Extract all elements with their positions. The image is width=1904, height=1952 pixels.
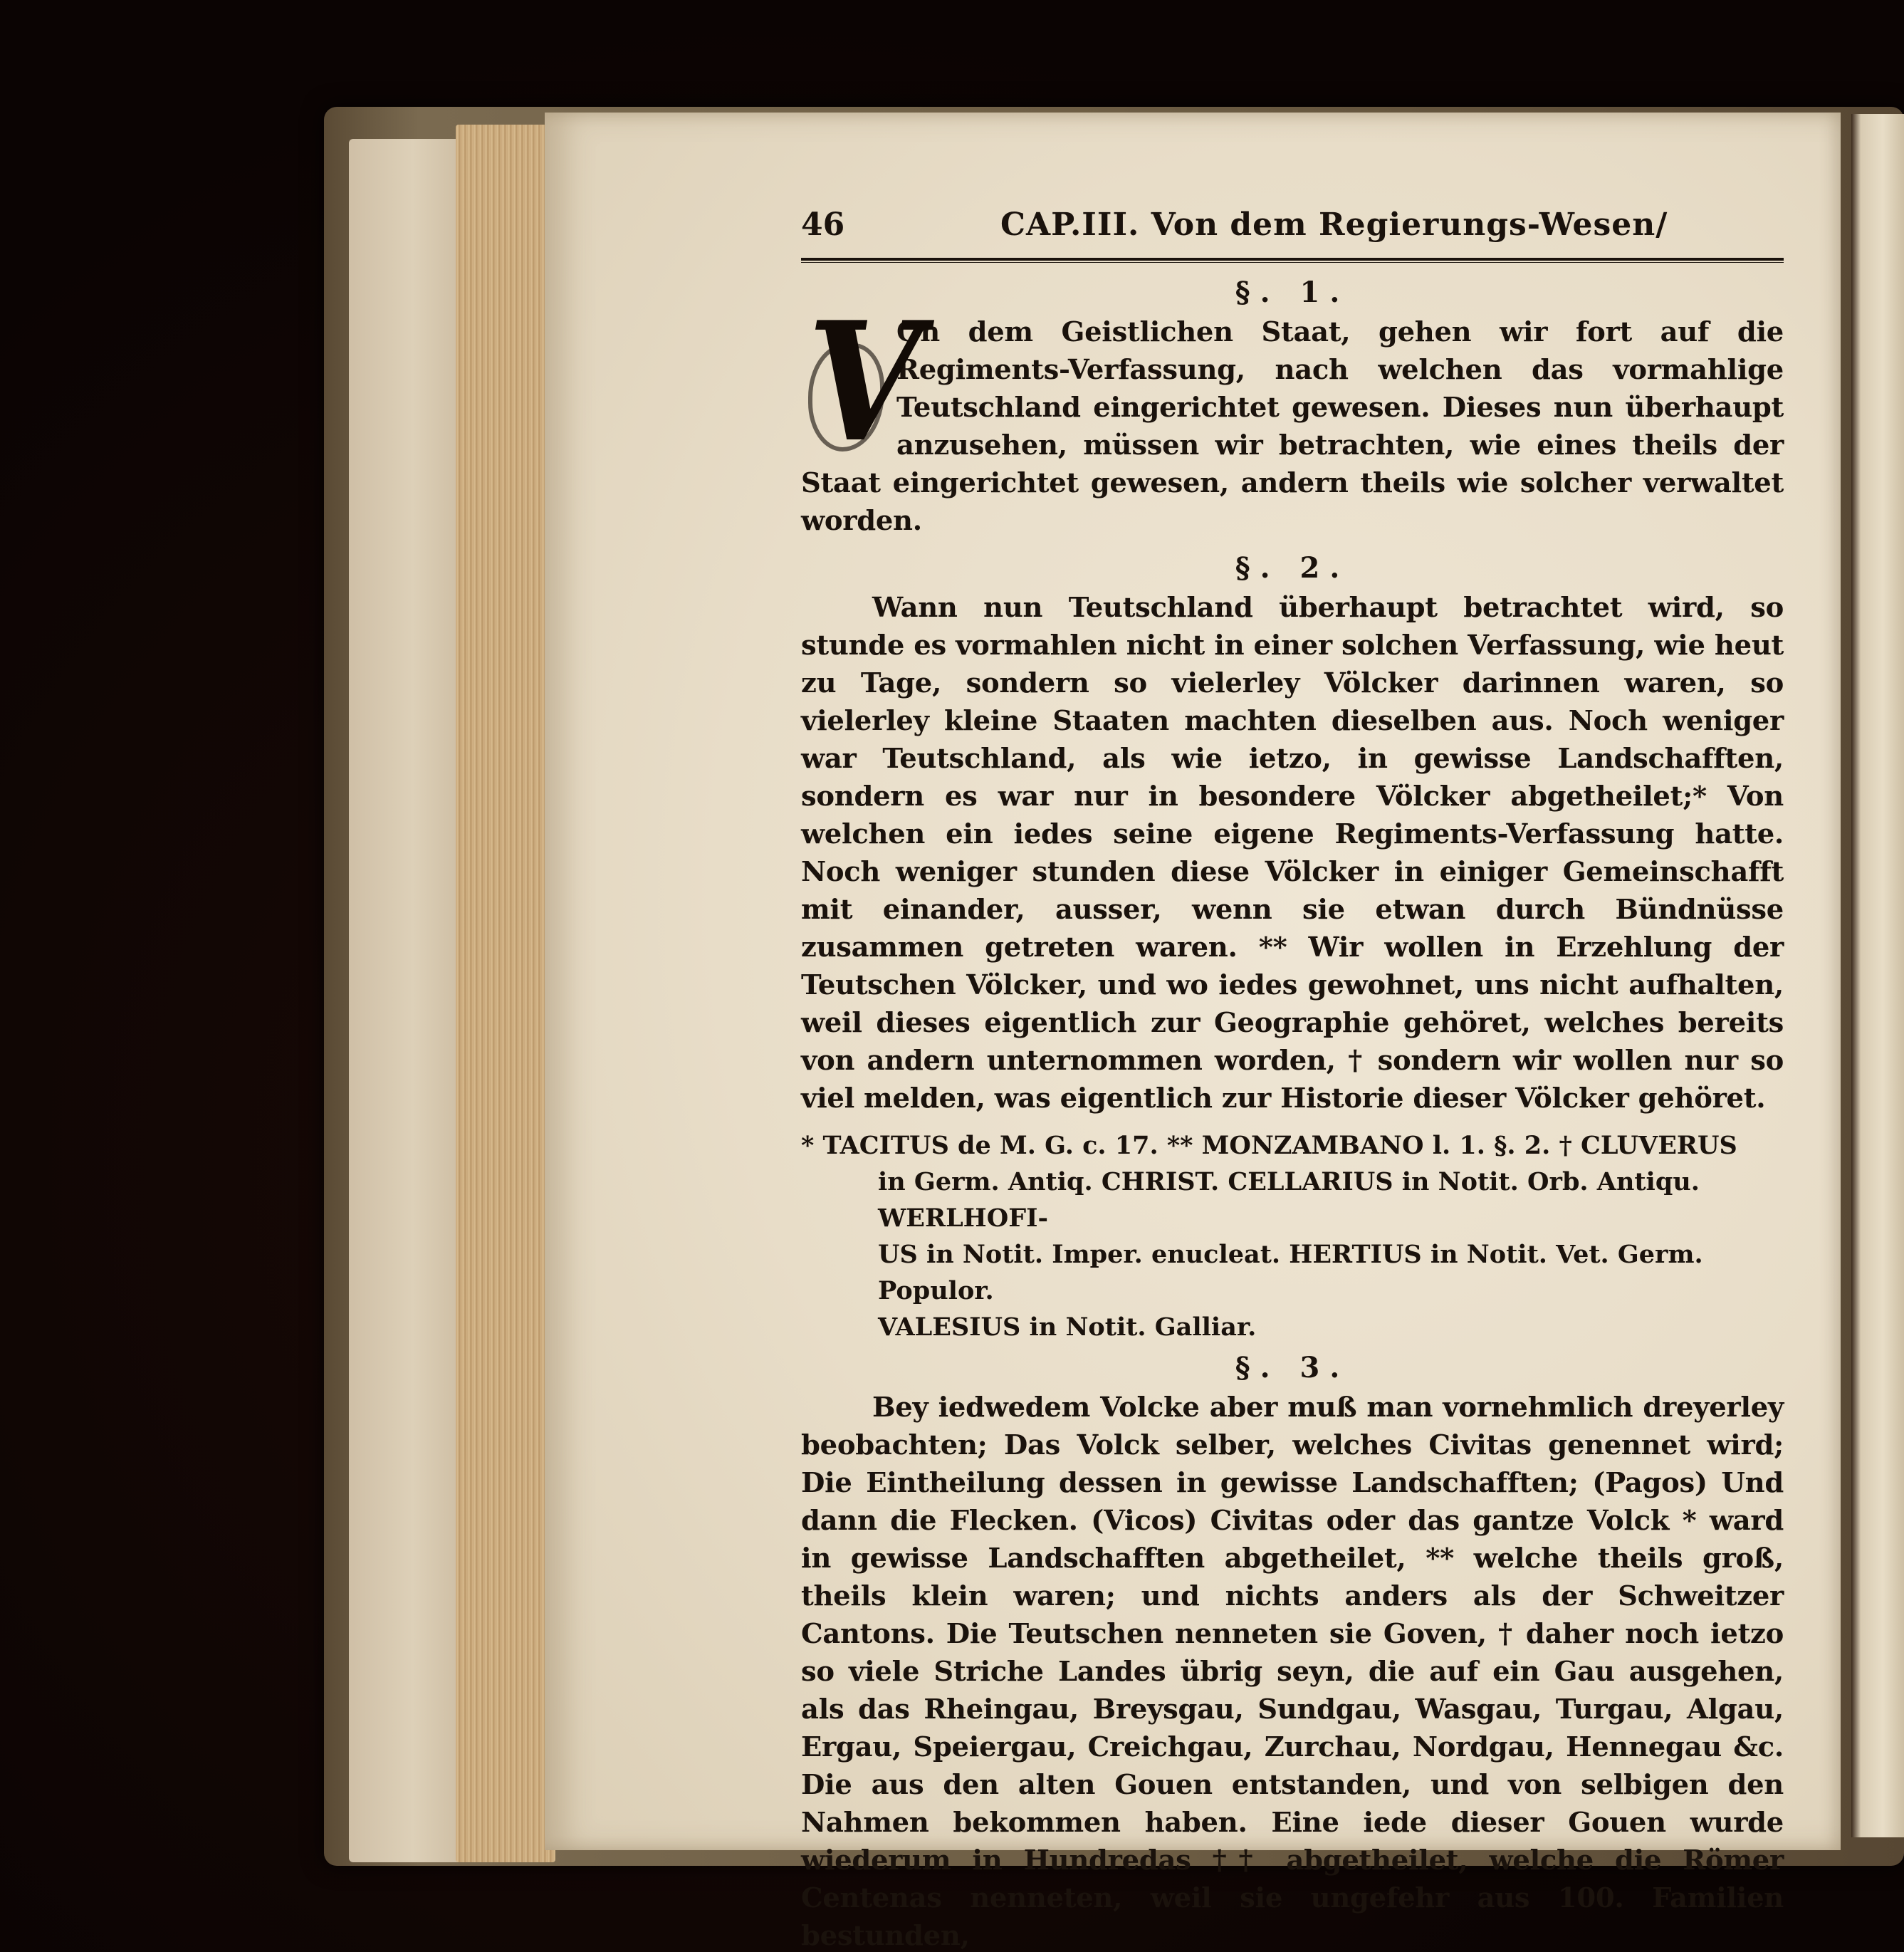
paragraph-2-text: Wann nun Teutschland überhaupt betrachtet wird, so stunde es vormahlen nicht in einer solchen Verfassung, wie heut zu Tage, sondern so vielerley Völcker darinnen waren, so vielerley kleine Staaten machten dieselben aus. Noch weniger war Teutschland, als wie ietzo, in gewisse Landschafften, sondern es war nur in besondere Völcker abgetheilet;* Von welchen ein iedes seine eigene Regiments-Verfassung hatte. Noch weniger stunden diese Völcker in einiger Gemeinschafft mit einander, ausser, wenn sie etwan durch Bündnüsse zusammen getreten waren. ** Wir wollen in Erzehlung der Teutschen Völcker, und wo iedes gewohnet, uns nicht aufhalten, weil dieses eigentlich zur Geographie gehöret, welches bereits von andern unternommen worden, † sondern wir wollen nur so viel melden, was eigentlich zur Historie dieser Völcker gehöret.: [801, 592, 1784, 1115]
paragraph-1: [801, 286, 1784, 540]
footnote-line: * TACITUS de M. G. c. 17. ** MONZAMBANO l. 1. §. 2. † CLUVERUS: [801, 1131, 1737, 1160]
footnote-line: VALESIUS in Notit. Galliar.: [878, 1312, 1257, 1342]
paragraph-1-text: On dem Geistlichen Staat, gehen wir fort auf die Regiments-Verfassung, nach welchen das vormahlige Teutschland eingerichtet gewesen. Dieses nun überhaupt anzusehen, müssen wir betrachten, wie eines theils der Staat eingerichtet gewesen, andern theils wie solcher verwaltet worden.: [801, 316, 1784, 537]
paragraph-2: [801, 589, 1784, 1117]
next-page-edge: [1851, 114, 1904, 1837]
running-title: CAP.III. Von dem Regierungs-Wesen/: [1000, 207, 1668, 243]
paragraph-3-text: Bey iedwedem Volcke aber muß man vornehmlich dreyerley beobachten; Das Volck selber, welches Civitas genennet wird; Die Eintheilung dessen in gewisse Landschafften; (Pagos) Und dann die Flecken. (Vicos) Civitas oder das gantze Volck * ward in gewisse Landschafften abgetheilet, ** welche theils groß, theils klein waren; und nichts anders als der Schweitzer Cantons. Die Teutschen nenneten sie Goven, † daher noch ietzo so viele Striche Landes übrig seyn, die auf ein Gau ausgehen, als das Rheingau, Breysgau, Sundgau, Wasgau, Turgau, Algau, Ergau, Speiergau, Creichgau, Zurchau, Nordgau, Hennegau &c. Die aus den alten Gouen entstanden, und von selbigen den Nahmen bekommen haben. Eine iede dieser Gouen wurde wiederum in Hundredas †† abgetheilet, welche die Römer Centenas nenneten, weil sie ungefehr aus 100. Familien bestunden,: [801, 1392, 1784, 1952]
footnotes: [801, 1127, 1784, 1345]
footnote-line: in Germ. Antiq. CHRIST. CELLARIUS in Notit. Orb. Antiqu. WERLHOFI-: [878, 1167, 1700, 1233]
page-text: [801, 207, 1784, 1952]
paragraph-3: [801, 1389, 1784, 1952]
page-edges: [456, 125, 555, 1862]
decorated-initial: [801, 286, 922, 479]
header-rule: [801, 258, 1784, 263]
running-head: [801, 207, 1784, 256]
footnote-line: US in Notit. Imper. enucleat. HERTIUS in Notit. Vet. Germ. Populor.: [878, 1240, 1703, 1305]
section-mark-2: §. 2.: [1235, 551, 1350, 585]
page-number: 46: [801, 207, 845, 243]
section-mark-3: §. 3.: [1235, 1351, 1350, 1384]
initial-letter: V: [807, 286, 922, 479]
section-mark-1: §. 1.: [1235, 276, 1350, 309]
